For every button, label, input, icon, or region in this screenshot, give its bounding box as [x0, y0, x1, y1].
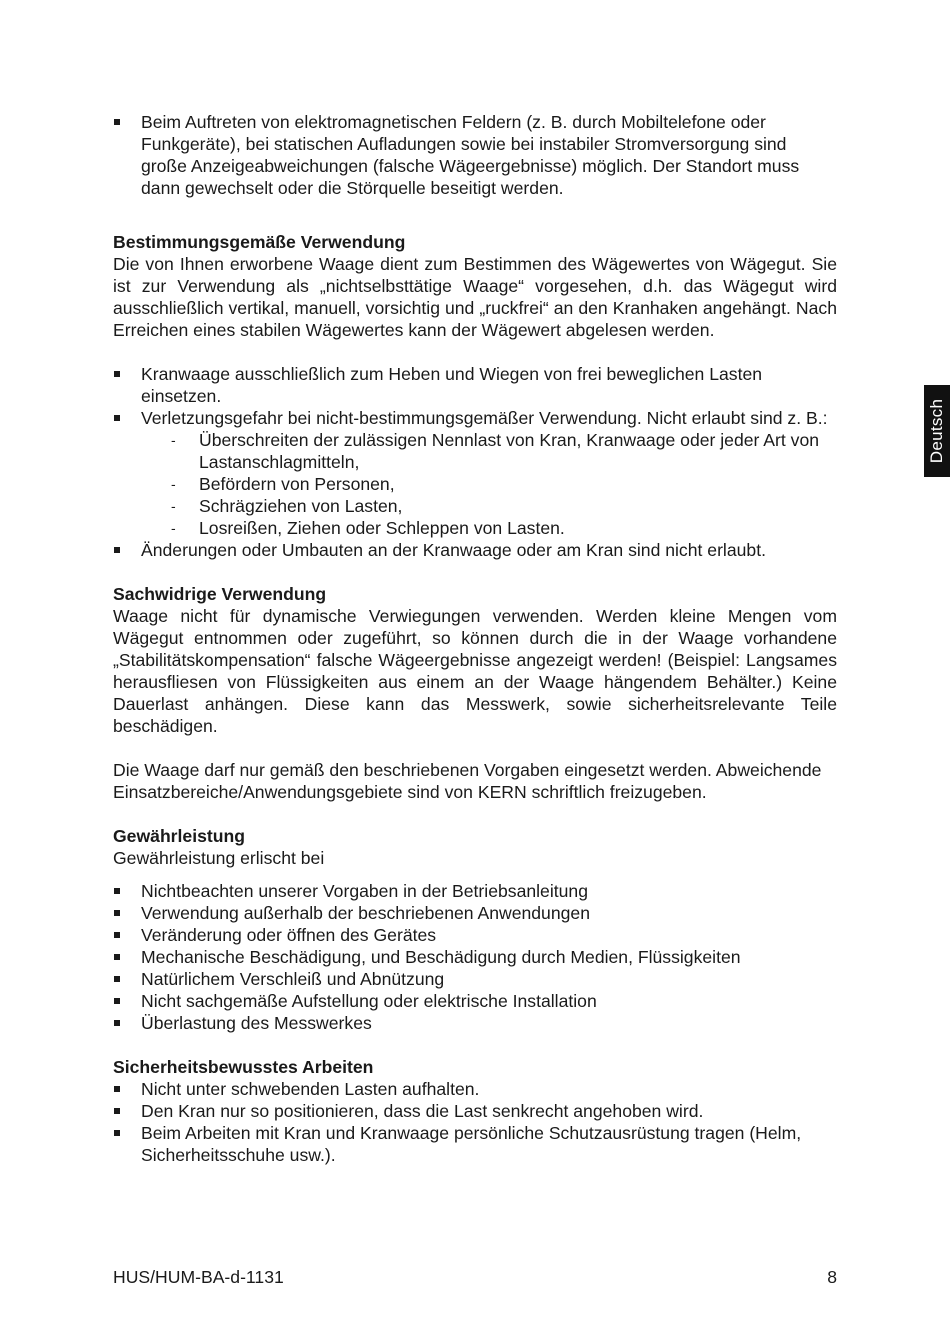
paragraph-vorgaben: Die Waage darf nur gemäß den beschriebenen Vorgaben eingesetzt werden. Abweichende Einsatzbereiche/Anwendungsgebiete sind von KERN schriftlich freizugeben. [113, 760, 822, 802]
heading-sachwidrige-verwendung: Sachwidrige Verwendung [113, 584, 327, 604]
paragraph-gewaehrleistung-intro: Gewährleistung erlischt bei [113, 848, 325, 868]
list-item: Den Kran nur so positionieren, dass die Last senkrecht angehoben wird. [113, 1100, 837, 1122]
list-item-text: Verletzungsgefahr bei nicht-bestimmungsgemäßer Verwendung. Nicht erlaubt sind z. B.: [141, 408, 828, 428]
sub-list-item: - Überschreiten der zulässigen Nennlast von Kran, Kranwaage oder jeder Art von Lastanschlagmitteln, [171, 429, 837, 473]
list-item: Veränderung oder öffnen des Gerätes [113, 924, 837, 946]
list-item: Nicht unter schwebenden Lasten aufhalten. [113, 1078, 837, 1100]
paragraph-sachwidrig: Waage nicht für dynamische Verwiegungen verwenden. Werden kleine Mengen vom Wägegut entnommen oder zugeführt, so können durch die in der Waage vorhandene „Stabilitätskompensation“ falsche Wägeergebnisse angezeigt werden! (Beispiel: Langsames herausfliesen von Flüssigkeiten aus einem an der Waage hängendem Behälter.) Keine Dauerlast anhängen. Diese kann das Messwerk, sowie sicherheitsrelevante Teile beschädigen. [113, 606, 837, 736]
list-item: Überlastung des Messwerkes [113, 1012, 837, 1034]
sub-list [141, 429, 837, 539]
paragraph-bestimmung: Die von Ihnen erworbene Waage dient zum Bestimmen des Wägewertes von Wägegut. Sie ist zur Verwendung als „nichtselbsttätige Waage“ vorgesehen, d.h. das Wägegut wird ausschließlich vertikal, manuell, vorsichtig und „ruckfrei“ an den Kranhaken angehängt. Nach Erreichen eines stabilen Wägewertes kann der Wägewert abgelesen werden. [113, 254, 837, 340]
intro-bullet-list [113, 111, 837, 199]
heading-gewaehrleistung: Gewährleistung [113, 826, 245, 846]
sub-list-item: - Befördern von Personen, [171, 473, 837, 495]
list-item: Beim Auftreten von elektromagnetischen Feldern (z. B. durch Mobiltelefone oder Funkgeräte), bei statischen Aufladungen sowie bei instabiler Stromversorgung sind große Anzeigeabweichungen (falsche Wägeergebnisse) möglich. Der Standort muss dann gewechselt oder die Störquelle beseitigt werden. [113, 111, 837, 199]
list-item: Nichtbeachten unserer Vorgaben in der Betriebsanleitung [113, 880, 837, 902]
heading-sicherheitsbewusstes-arbeiten: Sicherheitsbewusstes Arbeiten [113, 1057, 374, 1077]
list-item: Kranwaage ausschließlich zum Heben und Wiegen von frei beweglichen Lasten einsetzen. [113, 363, 837, 407]
language-tab-label: Deutsch [927, 398, 946, 464]
list-item [113, 407, 837, 539]
heading-bestimmungsgemaesse-verwendung: Bestimmungsgemäße Verwendung [113, 232, 406, 252]
list-item: Verwendung außerhalb der beschriebenen Anwendungen [113, 902, 837, 924]
sub-list-item: - Schrägziehen von Lasten, [171, 495, 837, 517]
bestimmung-bullet-list [113, 363, 837, 561]
list-item: Natürlichem Verschleiß und Abnützung [113, 968, 837, 990]
sub-list-item: - Losreißen, Ziehen oder Schleppen von Lasten. [171, 517, 837, 539]
page-footer [113, 1266, 837, 1288]
list-item: Nicht sachgemäße Aufstellung oder elektrische Installation [113, 990, 837, 1012]
list-item: Mechanische Beschädigung, und Beschädigung durch Medien, Flüssigkeiten [113, 946, 837, 968]
sicherheit-list [113, 1078, 837, 1166]
document-id: HUS/HUM-BA-d-1131 [113, 1267, 284, 1287]
language-tab [924, 385, 950, 477]
gewaehrleistung-list [113, 880, 837, 1034]
document-body [113, 111, 837, 1166]
page-number: 8 [827, 1267, 837, 1287]
list-item: Änderungen oder Umbauten an der Kranwaage oder am Kran sind nicht erlaubt. [113, 539, 837, 561]
list-item: Beim Arbeiten mit Kran und Kranwaage persönliche Schutzausrüstung tragen (Helm, Sicherheitsschuhe usw.). [113, 1122, 837, 1166]
